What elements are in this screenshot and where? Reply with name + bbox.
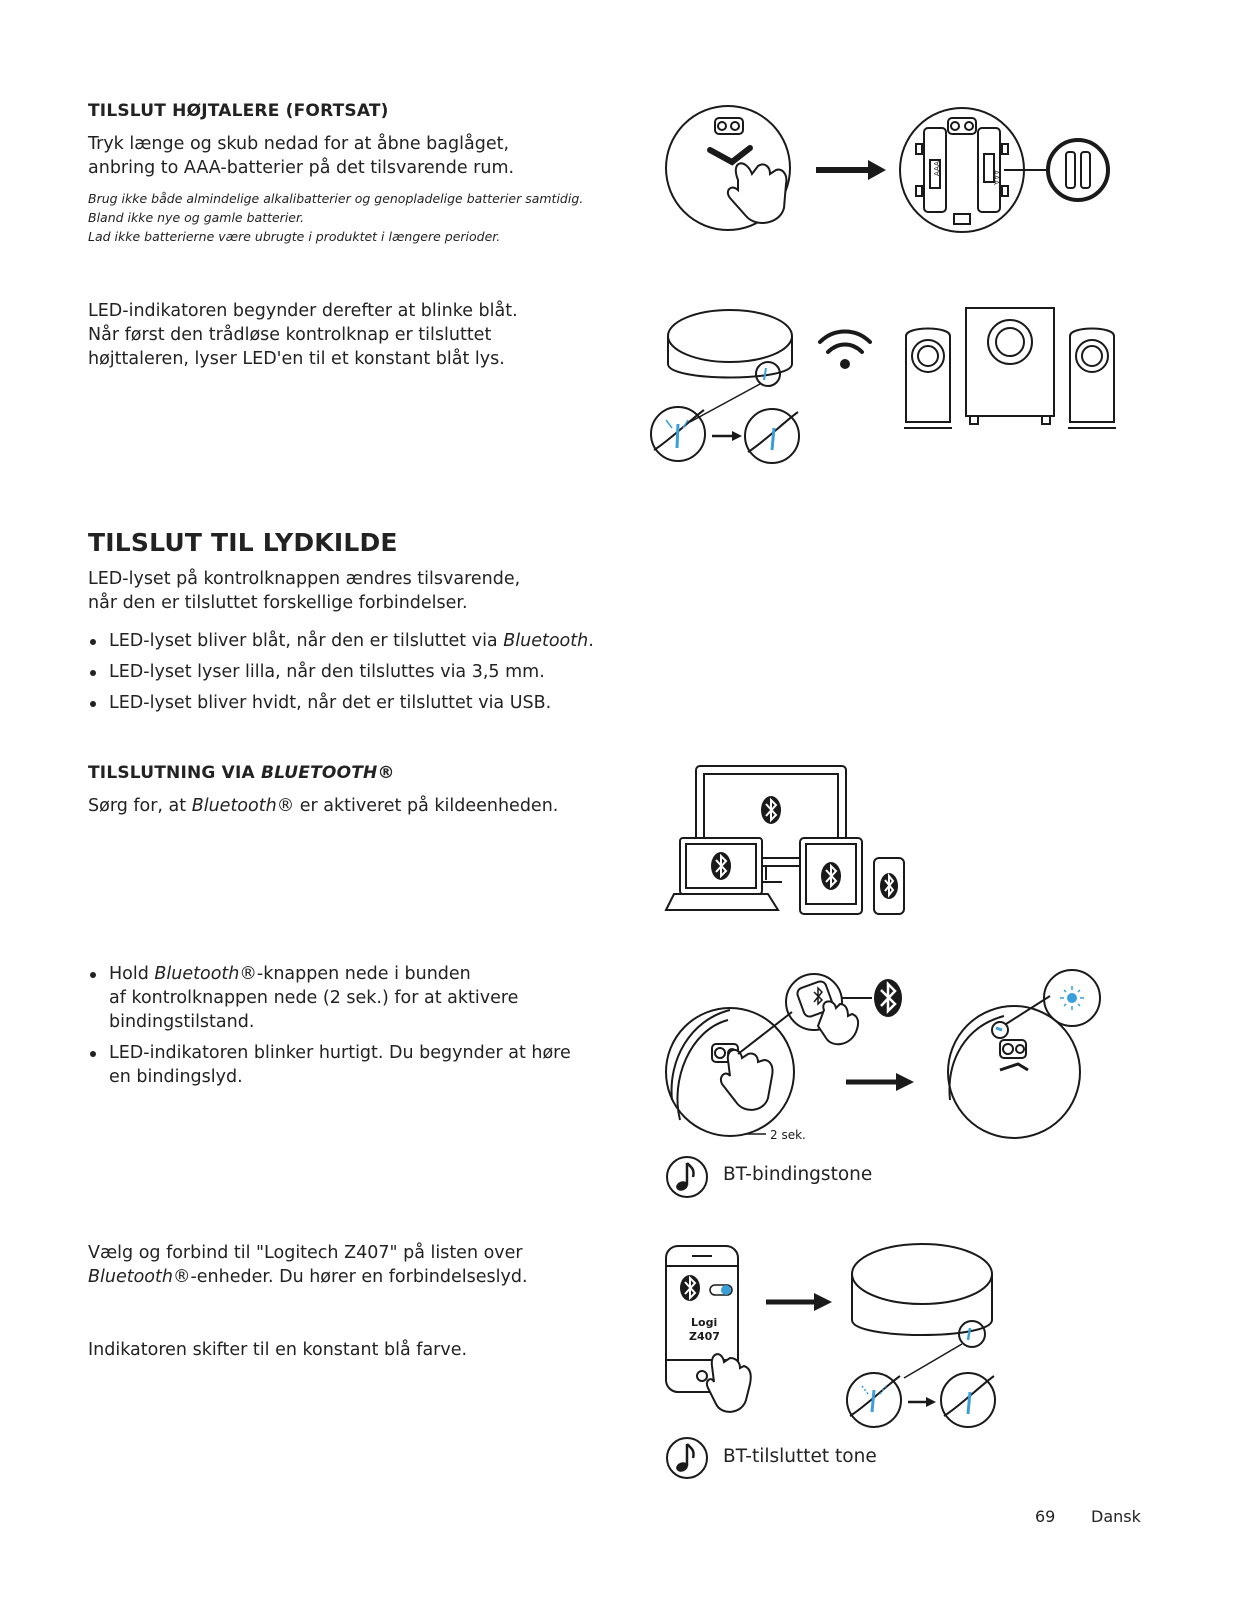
led-color-intro-line1: LED-lyset på kontrolknappen ændres tilsvarende, (88, 569, 521, 589)
device-name-line1: Logi (691, 1316, 718, 1329)
bluetooth-icon (821, 862, 841, 890)
aaa-batteries-icon (1048, 140, 1108, 200)
led-blinking-icon (1060, 986, 1084, 1010)
pairing-steps (88, 962, 628, 1096)
speaker-system (904, 308, 1116, 428)
toggle-switch (710, 1285, 732, 1295)
battery-label-left: AAA (933, 161, 941, 176)
led-color-intro-line2: når den er tilsluttet forskellige forbindelser. (88, 593, 468, 613)
arrow-right-icon (816, 160, 886, 180)
section-heading-connect-source: TILSLUT TIL LYDKILDE (88, 528, 398, 557)
led-color-usb: LED-lyset bliver hvidt, når det er tilsluttet via USB. (88, 691, 648, 715)
bluetooth-icon (711, 852, 731, 880)
bluetooth-enable-text: Sørg for, at Bluetooth® er aktiveret på kildeenheden. (88, 796, 559, 816)
battery-instruction-line2: anbring to AAA-batterier på det tilsvarende rum. (88, 158, 515, 178)
led-color-list (88, 629, 648, 722)
pairing-tone-label: BT-bindingstone (723, 1164, 873, 1185)
led-color-bluetooth: LED-lyset bliver blåt, når den er tilsluttet via Bluetooth. (88, 629, 648, 653)
control-puck-speakers-illustration (650, 300, 1130, 470)
bluetooth-icon (761, 796, 781, 824)
hold-duration-label: 2 sek. (770, 1128, 806, 1142)
led-pairing-line3: højttaleren, lyser LED'en til et konstant blåt lys. (88, 349, 505, 369)
device-name-line2: Z407 (689, 1330, 720, 1343)
battery-note-3: Lad ikke batterierne være ubrugte i produktet i længere perioder. (88, 229, 501, 244)
language-label: Dansk (1091, 1507, 1141, 1526)
select-device-line1: Vælg og forbind til "Logitech Z407" på listen over (88, 1243, 523, 1263)
select-device-line2: Bluetooth®-enheder. Du hører en forbindelseslyd. (88, 1267, 528, 1287)
bluetooth-devices-illustration (660, 760, 920, 920)
pairing-step-led-blinks: LED-indikatoren blinker hurtigt. Du begynder at høre en bindingslyd. (88, 1041, 628, 1089)
bluetooth-pairing-illustration (660, 960, 1120, 1150)
led-solid-icon (745, 409, 799, 463)
bluetooth-icon (874, 979, 902, 1017)
indicator-solid-text: Indikatoren skifter til en konstant blå farve. (88, 1340, 468, 1360)
small-arrow-icon (712, 431, 742, 441)
control-puck (668, 310, 792, 378)
small-arrow-icon (908, 1397, 936, 1407)
led-pairing-text (88, 299, 518, 371)
select-device-text (88, 1241, 528, 1289)
wireless-icon (820, 332, 870, 368)
battery-note-2: Bland ikke nye og gamle batterier. (88, 210, 304, 225)
section-heading-speakers-continued: TILSLUT HØJTALERE (FORTSAT) (88, 101, 389, 121)
led-blinking-icon (651, 407, 705, 461)
led-color-aux: LED-lyset lyser lilla, når den tilsluttes via 3,5 mm. (88, 660, 648, 684)
battery-notes (88, 189, 583, 246)
connected-tone-label: BT-tilsluttet tone (723, 1446, 877, 1467)
bluetooth-icon (680, 1275, 700, 1301)
bluetooth-symbol-small (814, 988, 822, 1004)
led-pairing-line1: LED-indikatoren begynder derefter at blinke blåt. (88, 301, 518, 321)
page-number: 69 (1035, 1507, 1056, 1526)
pairing-step-hold-button: Hold Bluetooth®-knappen nede i bunden af kontrolknappen nede (2 sek.) for at aktivere bindingstilstand. (88, 962, 628, 1034)
arrow-right-icon (846, 1073, 914, 1091)
led-blinking-icon (847, 1373, 901, 1427)
battery-instruction (88, 132, 514, 180)
music-note-icon (665, 1436, 709, 1480)
battery-instruction-line1: Tryk længe og skub nedad for at åbne baglåget, (88, 134, 510, 154)
bluetooth-icon (880, 873, 898, 899)
battery-cover-illustration (660, 100, 1120, 240)
arrow-right-icon (766, 1293, 832, 1311)
led-solid-icon (941, 1373, 995, 1427)
section-heading-bluetooth: TILSLUTNING VIA BLUETOOTH® (88, 763, 395, 783)
led-color-intro (88, 567, 520, 615)
music-note-icon (665, 1155, 709, 1199)
led-pairing-line2: Når først den trådløse kontrolknap er tilsluttet (88, 325, 492, 345)
phone-connect-illustration (660, 1240, 1040, 1430)
battery-label-right: AAA (992, 170, 1000, 185)
battery-note-1: Brug ikke både almindelige alkalibatterier og genopladelige batterier samtidig. (88, 191, 584, 206)
